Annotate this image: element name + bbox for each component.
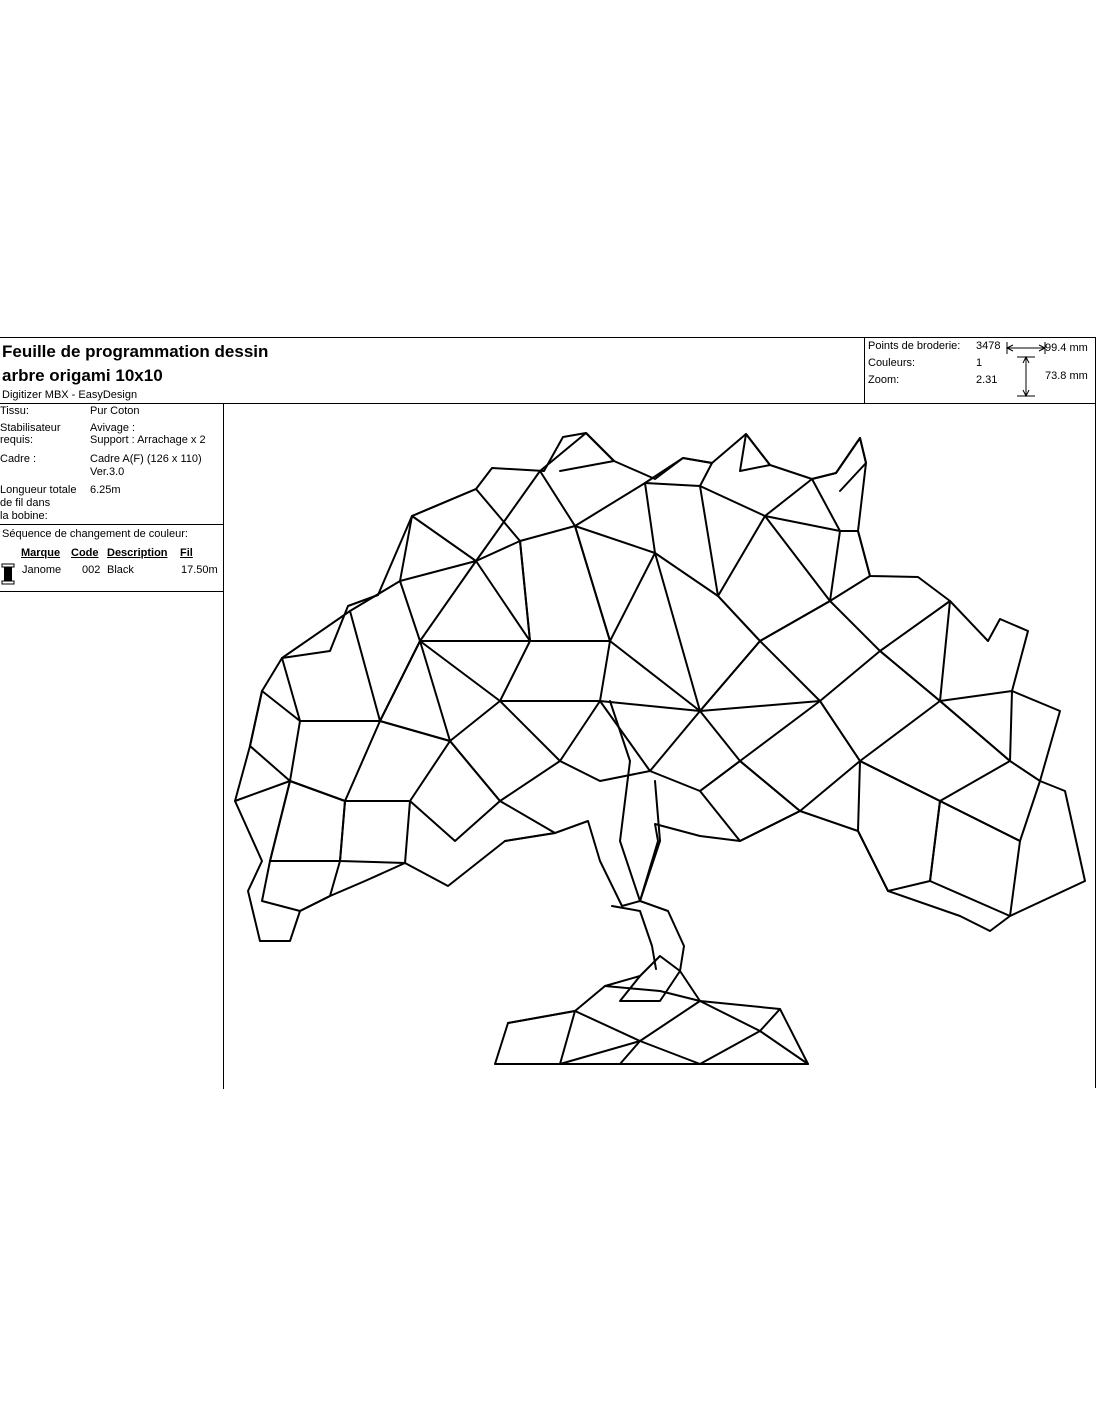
canopy-outline — [235, 433, 1085, 941]
tree-facet-17 — [700, 641, 820, 711]
tree-facet-12 — [400, 516, 476, 581]
row-code: 002 — [82, 564, 101, 576]
tree-facet-36 — [345, 721, 450, 801]
tree-facet-40 — [270, 781, 345, 861]
thread-length-label-3: la bobine: — [0, 510, 48, 522]
tree-facet-13 — [400, 561, 476, 641]
row-brand: Janome — [22, 564, 62, 576]
tree-facet-10 — [520, 526, 610, 641]
tree-facet-3 — [645, 483, 718, 596]
frame-value-1: Cadre A(F) (126 x 110) — [90, 453, 202, 465]
design-height: 73.8 mm — [1045, 370, 1088, 382]
column-brand: Marque — [21, 547, 61, 559]
zoom-label: Zoom: — [868, 374, 900, 386]
tree-facet-11 — [476, 541, 530, 641]
tree-facet-37 — [410, 741, 500, 841]
tree-facet-29 — [560, 701, 650, 781]
color-sequence-title: Séquence de changement de couleur: — [2, 528, 188, 540]
tree-facet-6 — [830, 531, 870, 601]
row-description: Black — [107, 564, 134, 576]
tree-facet-43 — [540, 433, 614, 471]
design-stats-panel — [864, 338, 1096, 403]
stabilizer-value-2: Support : Arrachage x 2 — [90, 434, 206, 446]
zoom-value: 2.31 — [976, 374, 998, 386]
tree-facet-42 — [262, 861, 340, 911]
fabric-label: Tissu: — [0, 405, 29, 417]
colors-label: Couleurs: — [868, 357, 916, 369]
thread-length-label-2: de fil dans — [0, 497, 51, 509]
fabric-value: Pur Coton — [90, 405, 140, 417]
tree-facet-26 — [740, 701, 860, 811]
stabilizer-label-1: Stabilisateur — [0, 422, 61, 434]
tree-facet-54 — [620, 971, 680, 1001]
tree-facet-45 — [740, 434, 770, 471]
dimension-arrows-icon — [1005, 342, 1047, 398]
tree-facet-9 — [575, 526, 655, 641]
tree-facet-25 — [858, 761, 940, 891]
trunk-right — [640, 901, 684, 971]
tree-facet-27 — [700, 761, 800, 841]
frame-value-2: Ver.3.0 — [90, 466, 125, 478]
trunk-left — [612, 906, 656, 969]
tree-facet-51 — [640, 1009, 780, 1064]
tree-facet-14 — [420, 641, 530, 701]
tree-facet-24 — [930, 801, 1020, 916]
tree-facet-35 — [290, 721, 380, 801]
tree-facet-2 — [575, 483, 655, 553]
details-divider — [0, 524, 224, 525]
tree-facet-18 — [760, 601, 880, 701]
stitches-label: Points de broderie: — [868, 340, 961, 352]
stitches-value: 3478 — [976, 340, 1001, 352]
programming-sheet — [0, 337, 1096, 1088]
tree-facet-5 — [765, 479, 840, 531]
tree-facet-22 — [860, 701, 1010, 801]
tree-facet-16 — [600, 641, 700, 711]
thread-spool-icon — [1, 563, 15, 585]
tree-facet-47 — [610, 701, 640, 901]
base-outline — [495, 956, 808, 1064]
sequence-divider — [0, 591, 224, 592]
tree-facet-50 — [508, 1011, 575, 1064]
column-thread: Fil — [180, 547, 193, 559]
tree-facet-20 — [940, 691, 1012, 761]
row-thread: 17.50m — [181, 564, 218, 576]
details-panel — [0, 404, 224, 1089]
tree-facet-28 — [650, 711, 740, 791]
tree-facet-39 — [340, 801, 410, 863]
stabilizer-label-2: requis: — [0, 434, 34, 446]
design-width: 99.4 mm — [1045, 342, 1088, 354]
tree-facet-1 — [476, 471, 575, 561]
tree-facet-46 — [812, 438, 866, 491]
tree-facet-34 — [250, 691, 300, 781]
stabilizer-value-1: Avivage : — [90, 422, 136, 434]
software-label: Digitizer MBX - EasyDesign — [2, 389, 138, 401]
column-code: Code — [71, 547, 99, 559]
tree-facet-30 — [450, 701, 560, 801]
column-description: Description — [107, 547, 168, 559]
sheet-title-line-2: arbre origami 10x10 — [2, 366, 163, 385]
thread-length-label-1: Longueur totale — [0, 484, 77, 496]
tree-facet-15 — [500, 641, 610, 701]
tree-facet-0 — [412, 489, 520, 561]
tree-facet-19 — [880, 601, 950, 701]
thread-length-value: 6.25m — [90, 484, 121, 496]
frame-label: Cadre : — [0, 453, 37, 465]
sheet-title-line-1: Feuille de programmation dessin — [2, 342, 269, 361]
tree-facet-38 — [500, 801, 555, 841]
tree-facet-52 — [560, 1041, 640, 1064]
origami-tree-drawing — [225, 404, 1096, 1089]
tree-facet-21 — [820, 651, 940, 761]
colors-value: 1 — [976, 357, 983, 369]
tree-facet-7 — [718, 516, 830, 641]
